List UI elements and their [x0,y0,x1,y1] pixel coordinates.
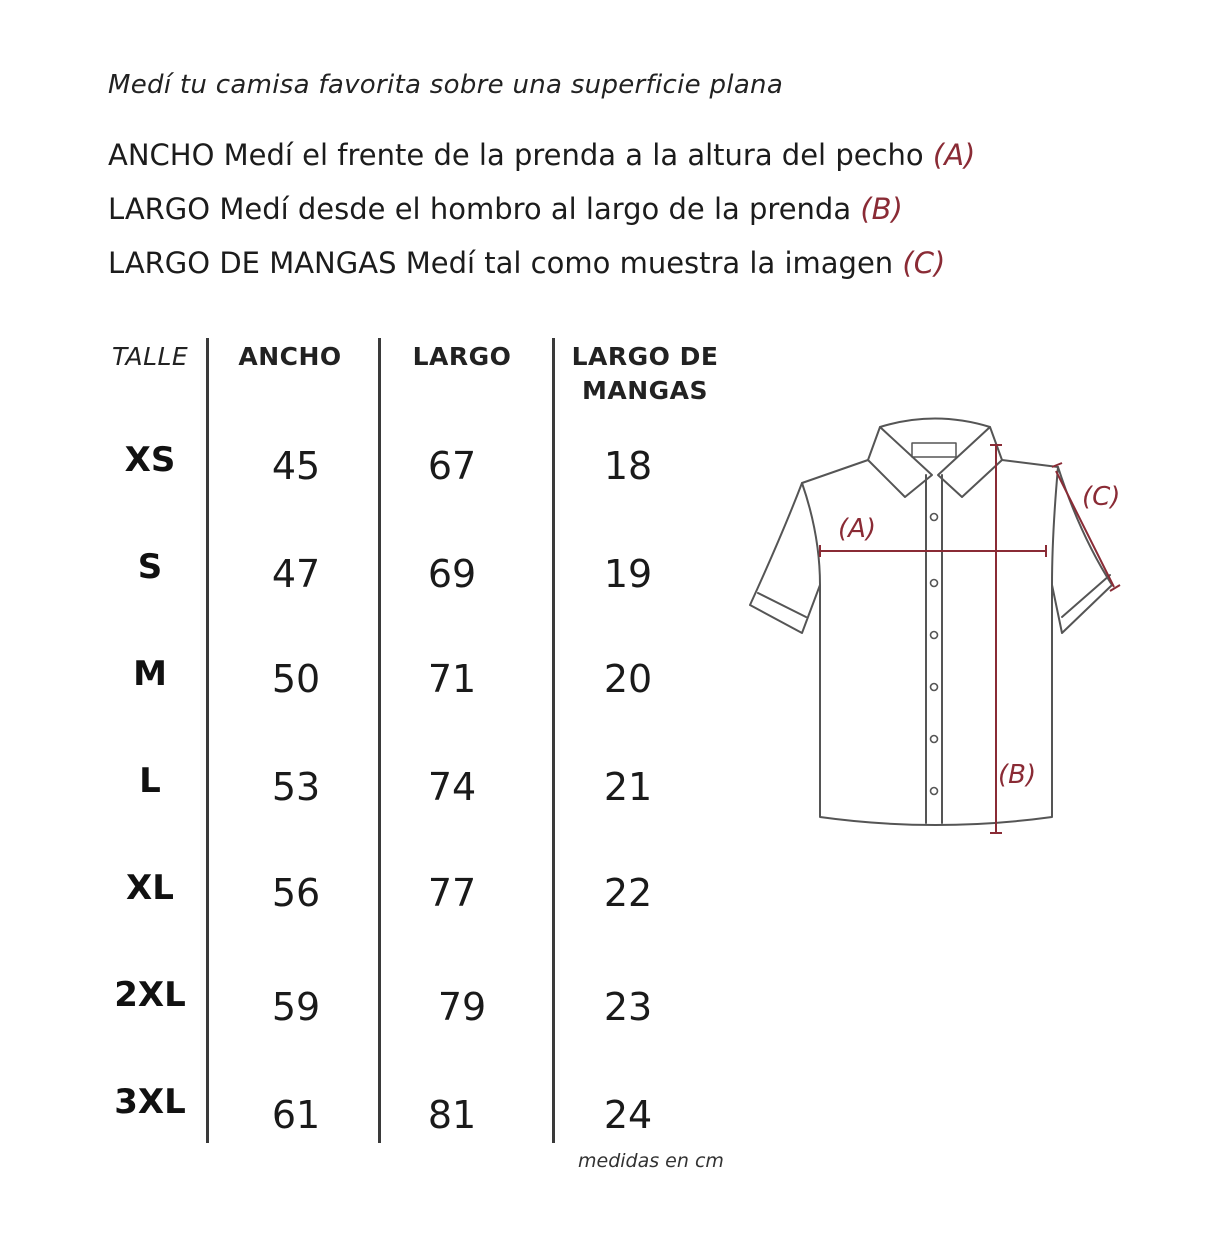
size-label: 3XL [114,1082,186,1122]
column-divider [378,338,381,1143]
shirt-diagram [740,405,1140,845]
mangas-value: 24 [603,1093,653,1137]
size-label: S [137,547,163,587]
header-talle: TALLE [112,342,189,371]
instruction-text: Medí el frente de la prenda a la altura del pecho [214,138,933,172]
header-mangas-line2: MANGAS [581,376,709,405]
size-label: 2XL [114,975,186,1015]
instruction-text: Medí tal como muestra la imagen [396,246,903,280]
largo-value: 69 [427,552,477,596]
ancho-value: 59 [271,985,321,1029]
instruction-text: Medí desde el hombro al largo de la prenda [210,192,861,226]
largo-value: 67 [427,444,477,488]
instruction-ancho [108,138,975,172]
size-label: L [139,761,161,801]
ancho-value: 45 [271,444,321,488]
header-largo: LARGO [412,342,512,371]
label-a: (A) [838,514,877,544]
label-c: (C) [1082,482,1121,512]
instruction-mark: (C) [902,246,946,280]
mangas-value: 21 [603,765,653,809]
mangas-value: 19 [603,552,653,596]
label-b: (B) [998,760,1037,790]
largo-value: 77 [427,871,477,915]
instruction-term: ANCHO [108,138,215,172]
largo-value: 71 [427,657,477,701]
instruction-mark: (B) [860,192,903,226]
mangas-value: 20 [603,657,653,701]
largo-value: 79 [437,985,487,1029]
mangas-value: 22 [603,871,653,915]
ancho-value: 61 [271,1093,321,1137]
units-footnote: medidas en cm [578,1150,724,1172]
instruction-mark: (A) [932,138,976,172]
ancho-value: 50 [271,657,321,701]
ancho-value: 47 [271,552,321,596]
size-label: M [133,654,167,694]
size-label: XS [124,440,176,480]
header-largo-mangas [560,340,730,408]
largo-value: 74 [427,765,477,809]
mangas-value: 18 [603,444,653,488]
instruction-term: LARGO [108,192,211,226]
size-label: XL [126,868,174,908]
instruction-mangas [108,246,945,280]
instruction-largo [108,192,903,226]
largo-value: 81 [427,1093,477,1137]
column-divider [206,338,209,1143]
mangas-value: 23 [603,985,653,1029]
header-ancho: ANCHO [238,342,342,371]
shirt-buttons [931,514,938,795]
intro-text: Medí tu camisa favorita sobre una superficie plana [108,70,784,100]
header-mangas-line1: LARGO DE [571,342,719,371]
ancho-value: 53 [271,765,321,809]
ancho-value: 56 [271,871,321,915]
column-divider [552,338,555,1143]
shirt-outline [750,419,1112,826]
instruction-term: LARGO DE MANGAS [108,246,397,280]
